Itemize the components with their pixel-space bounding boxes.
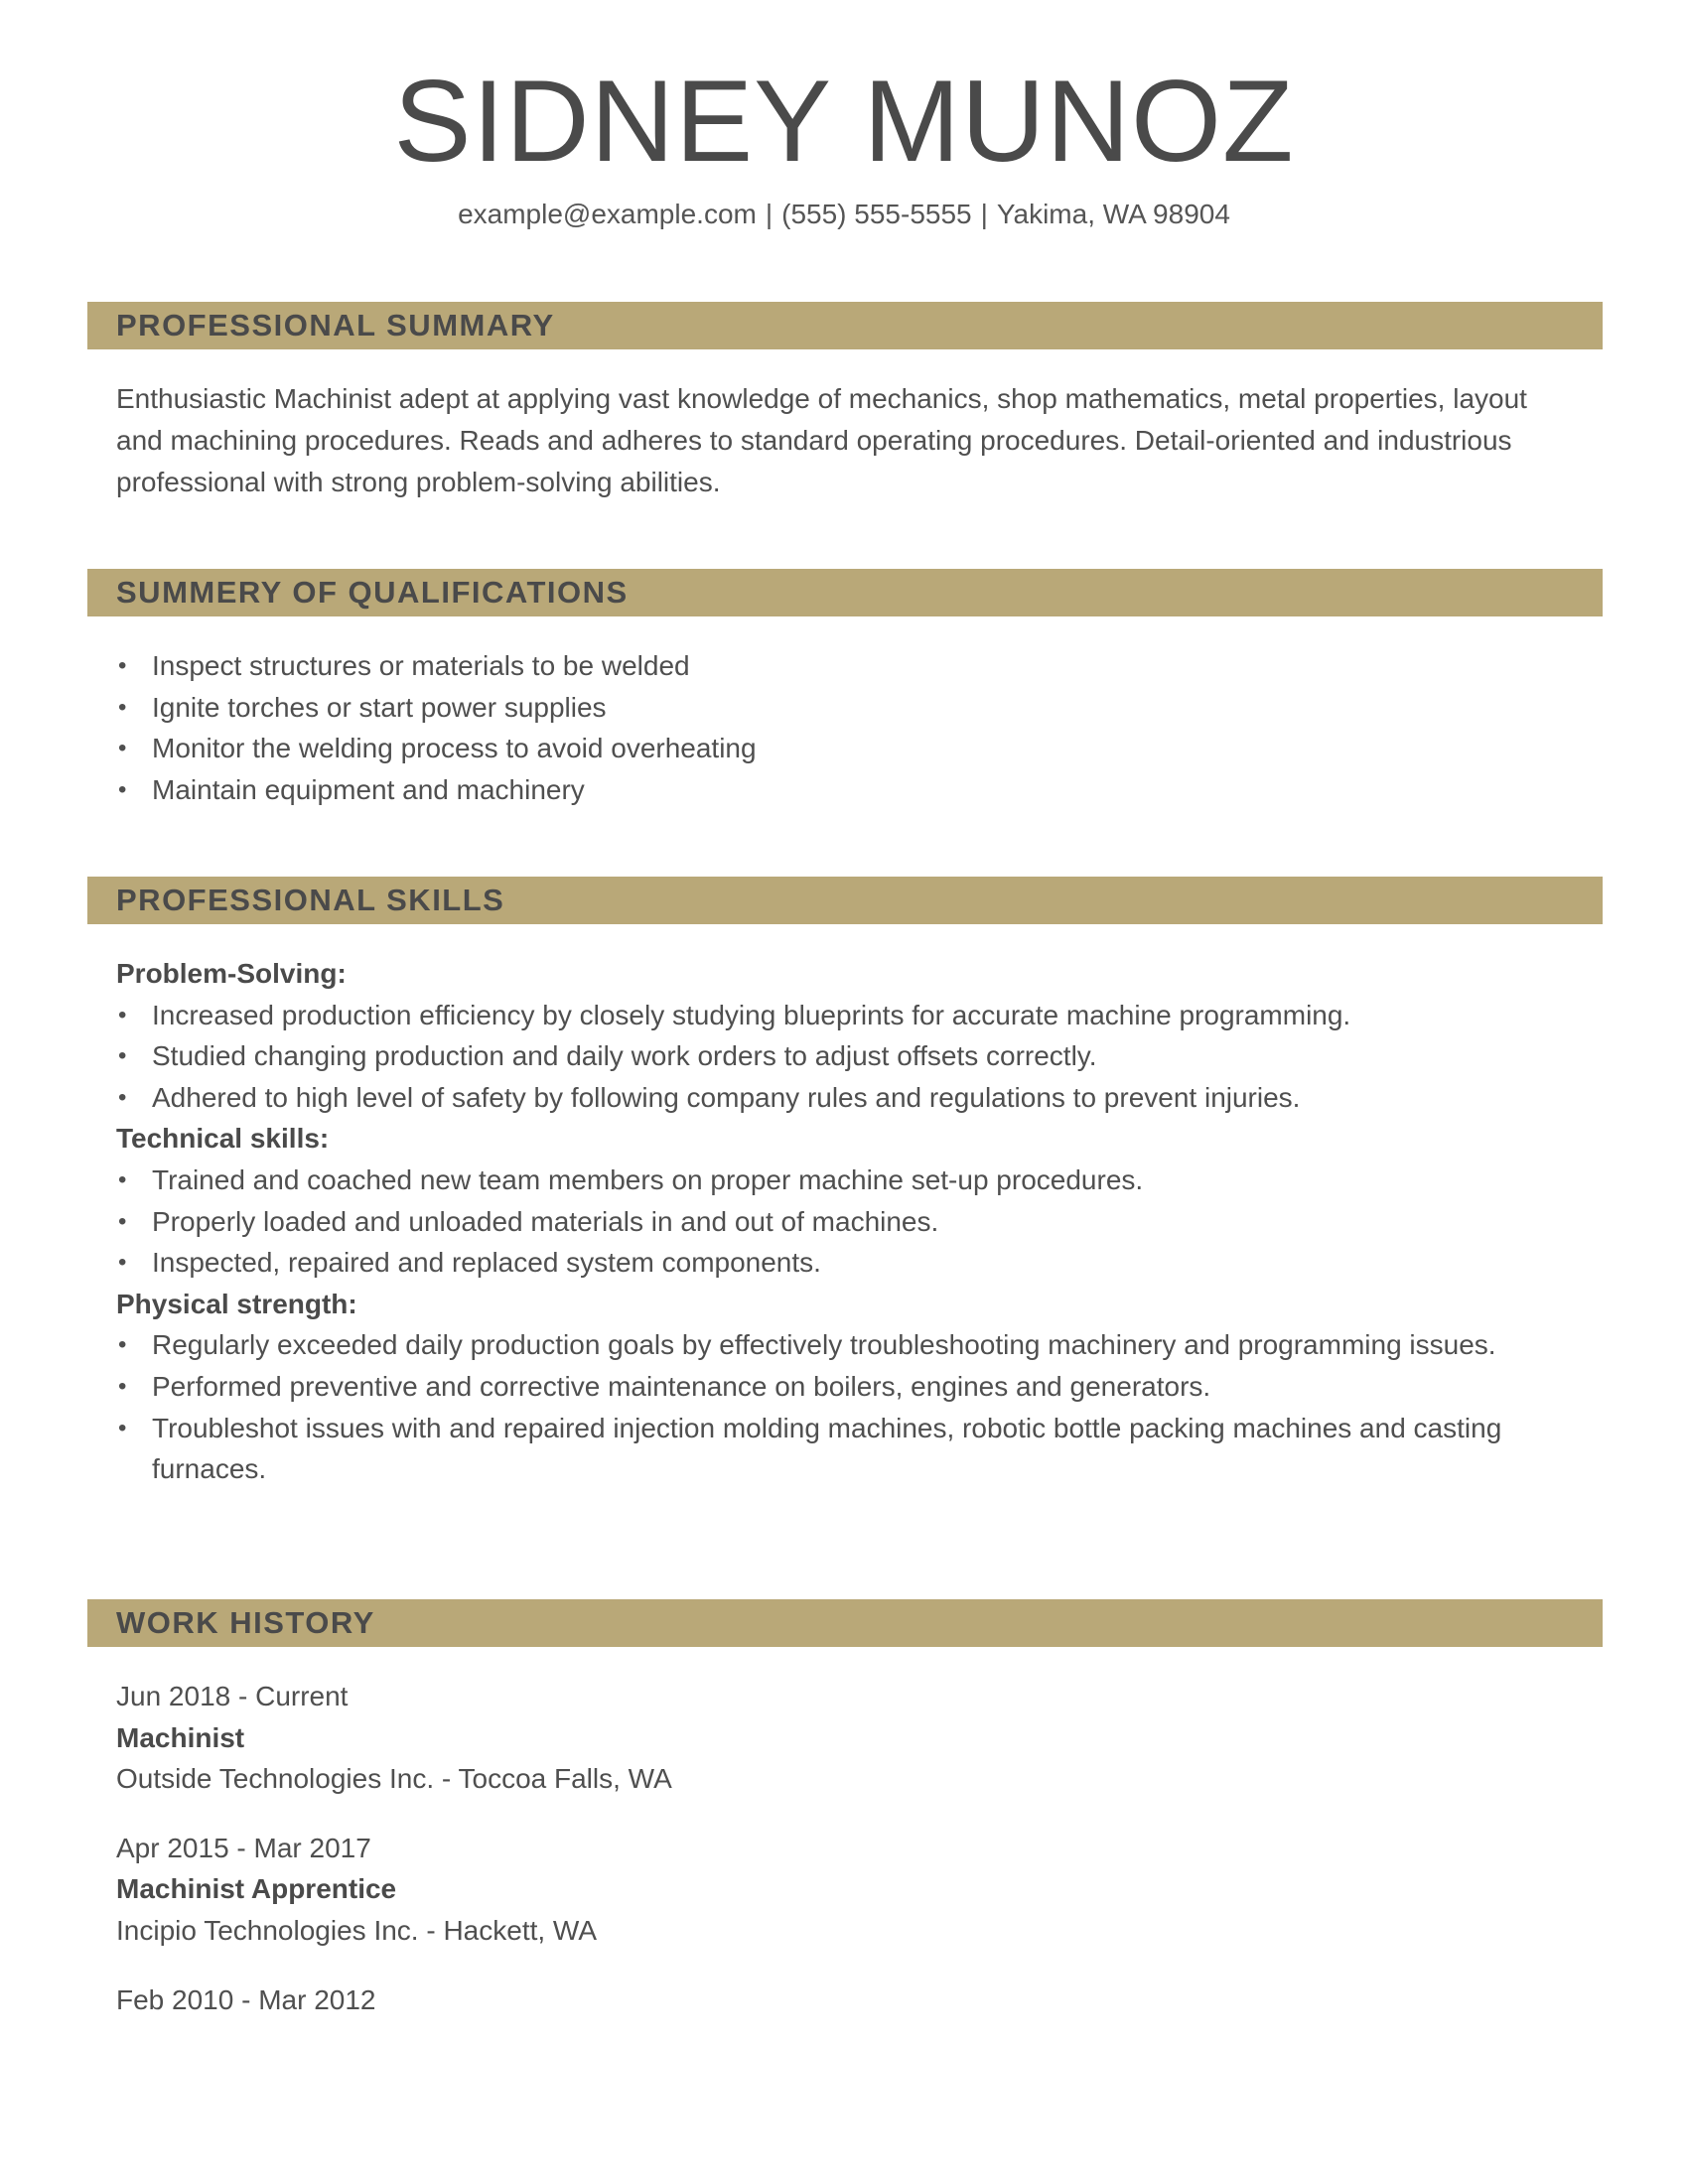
work-section-header	[87, 1599, 1603, 1647]
job-dates: Apr 2015 - Mar 2017	[116, 1832, 371, 1863]
job-dates: Jun 2018 - Current	[116, 1681, 349, 1711]
location-text: Yakima, WA 98904	[996, 199, 1230, 229]
skill-group-title: Problem-Solving:	[116, 958, 347, 989]
contact-separator: |	[980, 199, 988, 229]
section-title: WORK HISTORY	[116, 1605, 375, 1640]
email-text: example@example.com	[458, 199, 757, 229]
skill-group-title: Technical skills:	[116, 1123, 330, 1155]
list-item: • Performed preventive and corrective maintenance on boilers, engines and generators.	[116, 1366, 1606, 1408]
skills-block	[116, 953, 1606, 1490]
list-item: • Studied changing production and daily work orders to adjust offsets correctly.	[116, 1035, 1606, 1077]
summary-text: Enthusiastic Machinist adept at applying vast knowledge of mechanics, shop mathematics, metal properties, layout and machining procedures. Reads and adheres to standard operating procedures. Detail-oriented and industrious professional with strong problem-solving abilities.	[116, 383, 1527, 497]
phone-text: (555) 555-5555	[781, 199, 972, 229]
job-entry	[116, 1676, 672, 1800]
list-item: • Inspect structures or materials to be welded	[116, 645, 1606, 687]
list-item: • Properly loaded and unloaded materials in and out of machines.	[116, 1201, 1606, 1243]
job-entry	[116, 1828, 672, 1952]
skills-section-header	[87, 877, 1603, 924]
skill-group-list	[116, 995, 1606, 1119]
list-item: • Regularly exceeded daily production goals by effectively troubleshooting machinery and programming issues.	[116, 1324, 1606, 1366]
contact-line	[0, 197, 1688, 232]
list-item: • Increased production efficiency by closely studying blueprints for accurate machine programming.	[116, 995, 1606, 1036]
candidate-name: SIDNEY MUNOZ	[393, 56, 1295, 186]
list-item: • Trained and coached new team members on proper machine set-up procedures.	[116, 1160, 1606, 1201]
job-dates: Feb 2010 - Mar 2012	[116, 1983, 376, 2015]
qualifications-list	[116, 645, 1606, 810]
job-entry	[116, 1979, 672, 2021]
summary-section-header	[87, 302, 1603, 349]
list-item: • Ignite torches or start power supplies	[116, 687, 1606, 729]
qualifications-section-header	[87, 569, 1603, 616]
skill-group-title: Physical strength:	[116, 1288, 357, 1319]
work-history	[116, 1676, 672, 2048]
contact-separator: |	[765, 199, 774, 229]
job-company: Incipio Technologies Inc. - Hackett, WA	[116, 1914, 597, 1946]
list-item: • Adhered to high level of safety by following company rules and regulations to prevent injuries.	[116, 1077, 1606, 1119]
job-title: Machinist	[116, 1721, 245, 1753]
section-title: SUMMERY OF QUALIFICATIONS	[116, 575, 629, 610]
list-item: • Troubleshot issues with and repaired injection molding machines, robotic bottle packing machines and casting furnaces.	[116, 1408, 1606, 1490]
list-item: • Maintain equipment and machinery	[116, 769, 1606, 811]
job-company: Outside Technologies Inc. - Toccoa Falls, WA	[116, 1763, 672, 1795]
section-title: PROFESSIONAL SKILLS	[116, 883, 505, 917]
skill-group-list	[116, 1324, 1606, 1489]
list-item: • Inspected, repaired and replaced system components.	[116, 1242, 1606, 1284]
skill-group-list	[116, 1160, 1606, 1284]
section-title: PROFESSIONAL SUMMARY	[116, 308, 555, 342]
list-item: • Monitor the welding process to avoid overheating	[116, 728, 1606, 769]
job-title: Machinist Apprentice	[116, 1873, 397, 1905]
